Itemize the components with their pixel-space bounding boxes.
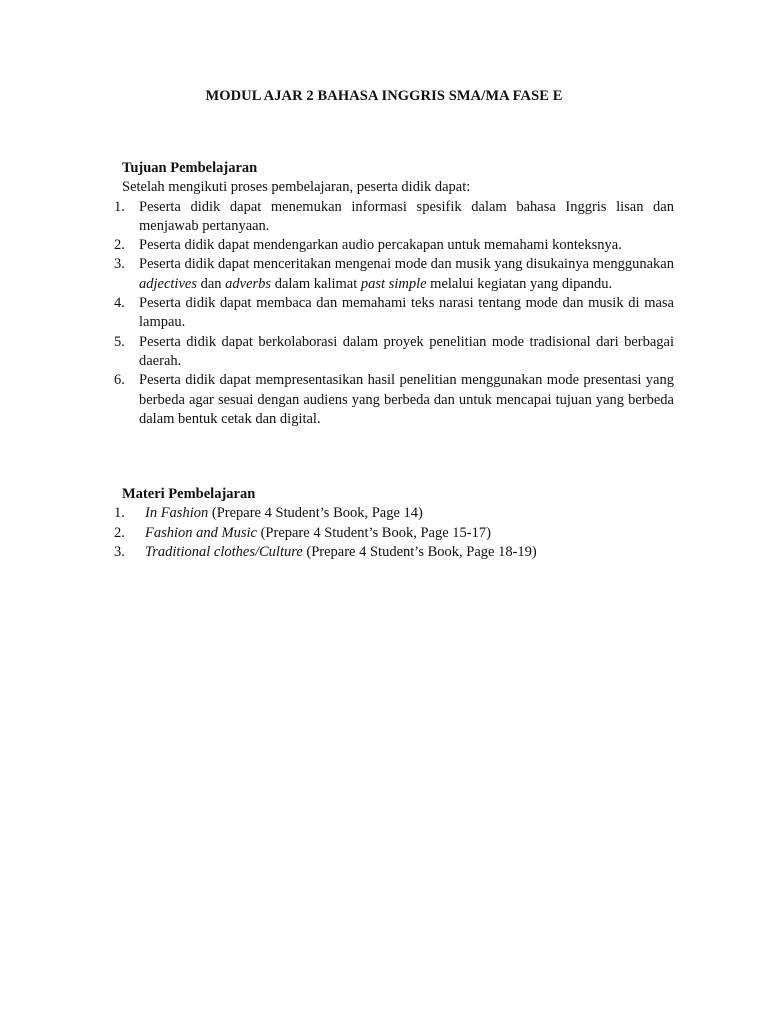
- objective-text-part: Peserta didik dapat menceritakan mengenai mode dan musik yang disukainya menggunakan: [139, 256, 674, 273]
- material-item-1: [114, 504, 674, 523]
- objectives-list: [114, 198, 674, 430]
- material-number: 2.: [114, 524, 125, 541]
- material-number: 1.: [114, 505, 125, 522]
- material-reference: (Prepare 4 Student’s Book, Page 15-17): [256, 524, 491, 541]
- objective-text: Peserta didik dapat berkolaborasi dalam proyek penelitian mode tradisional dari berbagai daerah.: [139, 333, 674, 369]
- objective-number: 4.: [114, 295, 125, 312]
- objective-text: Peserta didik dapat mempresentasikan hasil penelitian menggunakan mode presentasi yang berbeda agar sesuai dengan audiens yang berbeda dan untuk mencapai tujuan yang berbeda dalam bentuk cetak dan digital.: [139, 372, 674, 427]
- tujuan-heading: Tujuan Pembelajaran: [122, 160, 258, 176]
- objective-item-6: [114, 371, 674, 429]
- objective-number: 2.: [114, 237, 125, 254]
- tujuan-section: [114, 159, 674, 429]
- objective-number: 3.: [114, 256, 125, 273]
- objective-number: 1.: [114, 198, 125, 215]
- material-topic: In Fashion: [145, 505, 209, 522]
- document-title: MODUL AJAR 2 BAHASA INGGRIS SMA/MA FASE E: [205, 88, 563, 104]
- objective-number: 5.: [114, 333, 125, 350]
- material-item-2: [114, 524, 674, 543]
- objective-text: Peserta didik dapat mendengarkan audio percakapan untuk memahami konteksnya.: [139, 237, 622, 254]
- objective-item-2: [114, 236, 674, 255]
- objective-term-adverbs: adverbs: [225, 275, 272, 292]
- material-reference: (Prepare 4 Student’s Book, Page 18-19): [302, 543, 537, 560]
- objective-term-adjectives: adjectives: [139, 275, 197, 292]
- objective-text: Peserta didik dapat membaca dan memahami teks narasi tentang mode dan musik di masa lampau.: [139, 295, 674, 331]
- material-topic: Fashion and Music: [145, 524, 257, 541]
- objective-item-1: [114, 198, 674, 237]
- materials-list: [114, 504, 674, 562]
- objective-text-part: melalui kegiatan yang dipandu.: [426, 275, 613, 292]
- objective-text-part: dalam kalimat: [271, 275, 361, 292]
- material-item-3: [114, 543, 674, 562]
- material-reference: (Prepare 4 Student’s Book, Page 14): [208, 505, 423, 522]
- objective-item-4: [114, 294, 674, 333]
- material-topic: Traditional clothes/Culture: [145, 543, 303, 560]
- objective-item-3: [114, 255, 674, 294]
- tujuan-intro: Setelah mengikuti proses pembelajaran, peserta didik dapat:: [122, 179, 471, 196]
- materi-section: [114, 485, 674, 562]
- objective-term-past-simple: past simple: [360, 275, 427, 292]
- objective-text: Peserta didik dapat menemukan informasi spesifik dalam bahasa Inggris lisan dan menjawab pertanyaan.: [139, 198, 674, 234]
- objective-number: 6.: [114, 372, 125, 389]
- material-number: 3.: [114, 543, 125, 560]
- objective-text-part: dan: [196, 275, 226, 292]
- objective-item-5: [114, 333, 674, 372]
- materi-heading: Materi Pembelajaran: [122, 486, 256, 502]
